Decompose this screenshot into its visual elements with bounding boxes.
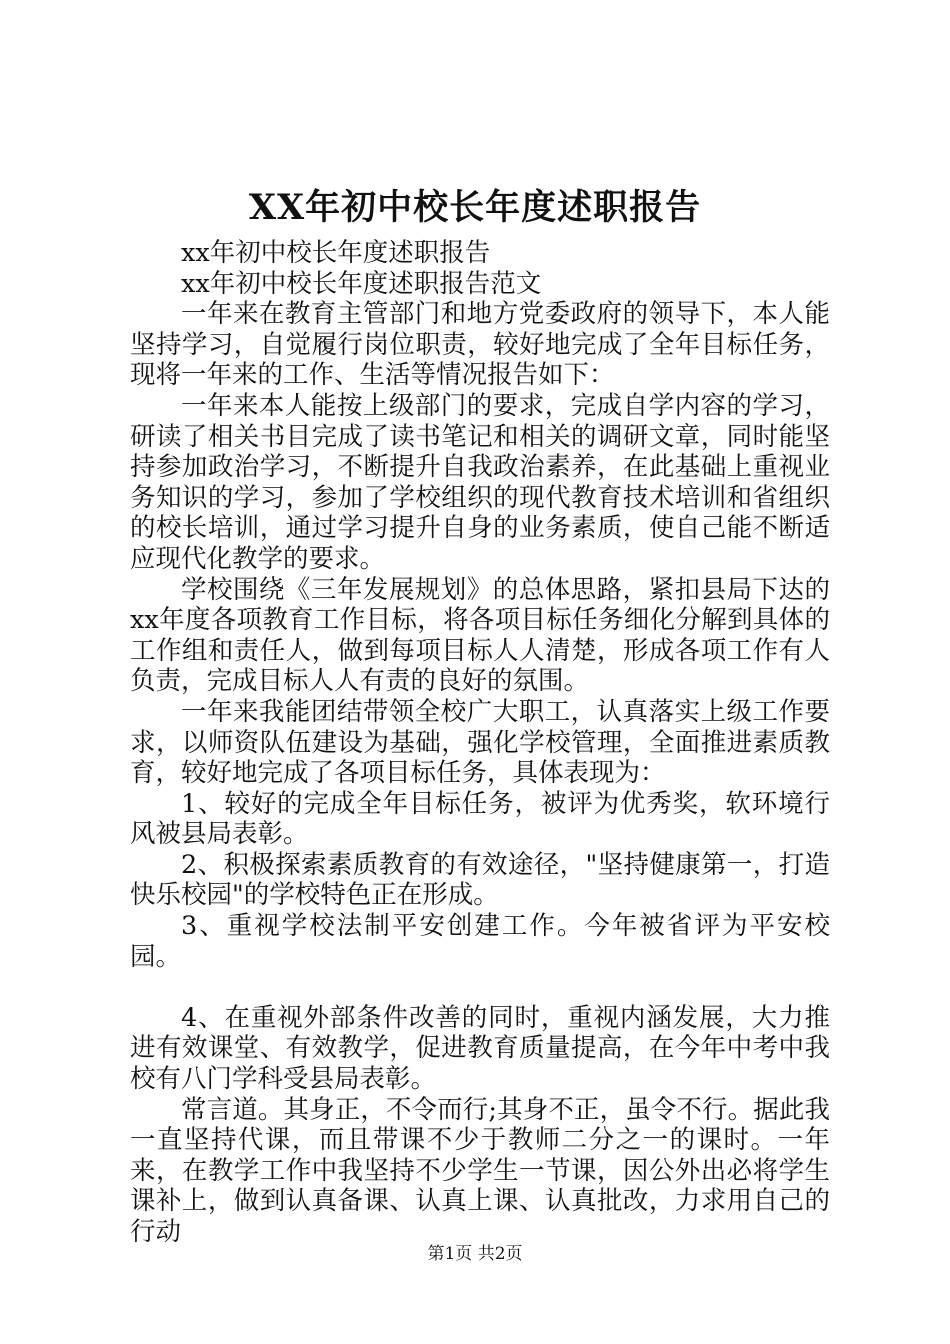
list-item-3: 3、重视学校法制平安创建工作。今年被省评为平安校园。 (130, 911, 830, 972)
paragraph-heading-repeat: xx年初中校长年度述职报告 (181, 238, 491, 268)
paragraph-intro: 一年来在教育主管部门和地方党委政府的领导下，本人能坚持学习，自觉履行岗位职责，较好地完成了全年目标任务，现将一年来的工作、生活等情况报告如下： (130, 299, 830, 391)
list-item-1: 1、较好的完成全年目标任务，被评为优秀奖，软环境行风被县局表彰。 (130, 788, 830, 850)
document-title: XX年初中校长年度述职报告 (248, 187, 702, 228)
paragraph-subtitle: xx年初中校长年度述职报告范文 (181, 268, 542, 299)
paragraph-planning: 学校围绕《三年发展规划》的总体思路，紧扣县局下达的xx年度各项教育工作目标，将各项目标任务细化分解到具体的工作组和责任人，做到每项目标人人清楚，形成各项工作有人负责，完成目标人人有责的良好的氛围。 (130, 574, 830, 697)
paragraph-teaching: 常言道。其身正，不令而行;其身不正，虽令不行。据此我一直坚持代课，而且带课不少于教师二分之一的课时。一年来，在教学工作中我坚持不少学生一节课，因公外出必将学生课补上，做到认真备课、认真上课、认真批改，力求用自己的行动 (130, 1094, 830, 1247)
paragraph-study: 一年来本人能按上级部门的要求，完成自学内容的学习，研读了相关书目完成了读书笔记和相关的调研文章，同时能坚持参加政治学习，不断提升自我政治素养，在此基础上重视业务知识的学习，参加了学校组织的现代教育技术培训和省组织的校长培训，通过学习提升自身的业务素质，使自己能不断适应现代化教学的要求。 (130, 390, 830, 574)
list-item-2: 2、积极探索素质教育的有效途径，"坚持健康第一，打造快乐校园"的学校特色正在形成。 (130, 849, 830, 911)
document-body (130, 238, 830, 1248)
page-footer: 第1页 共2页 (427, 1244, 523, 1264)
list-item-4: 4、在重视外部条件改善的同时，重视内涵发展，大力推进有效课堂、有效教学，促进教育质量提高，在今年中考中我校有八门学科受县局表彰。 (130, 1002, 830, 1095)
paragraph-leadership: 一年来我能团结带领全校广大职工，认真落实上级工作要求，以师资队伍建设为基础，强化学校管理，全面推进素质教育，较好地完成了各项目标任务，具体表现为： (130, 696, 830, 789)
